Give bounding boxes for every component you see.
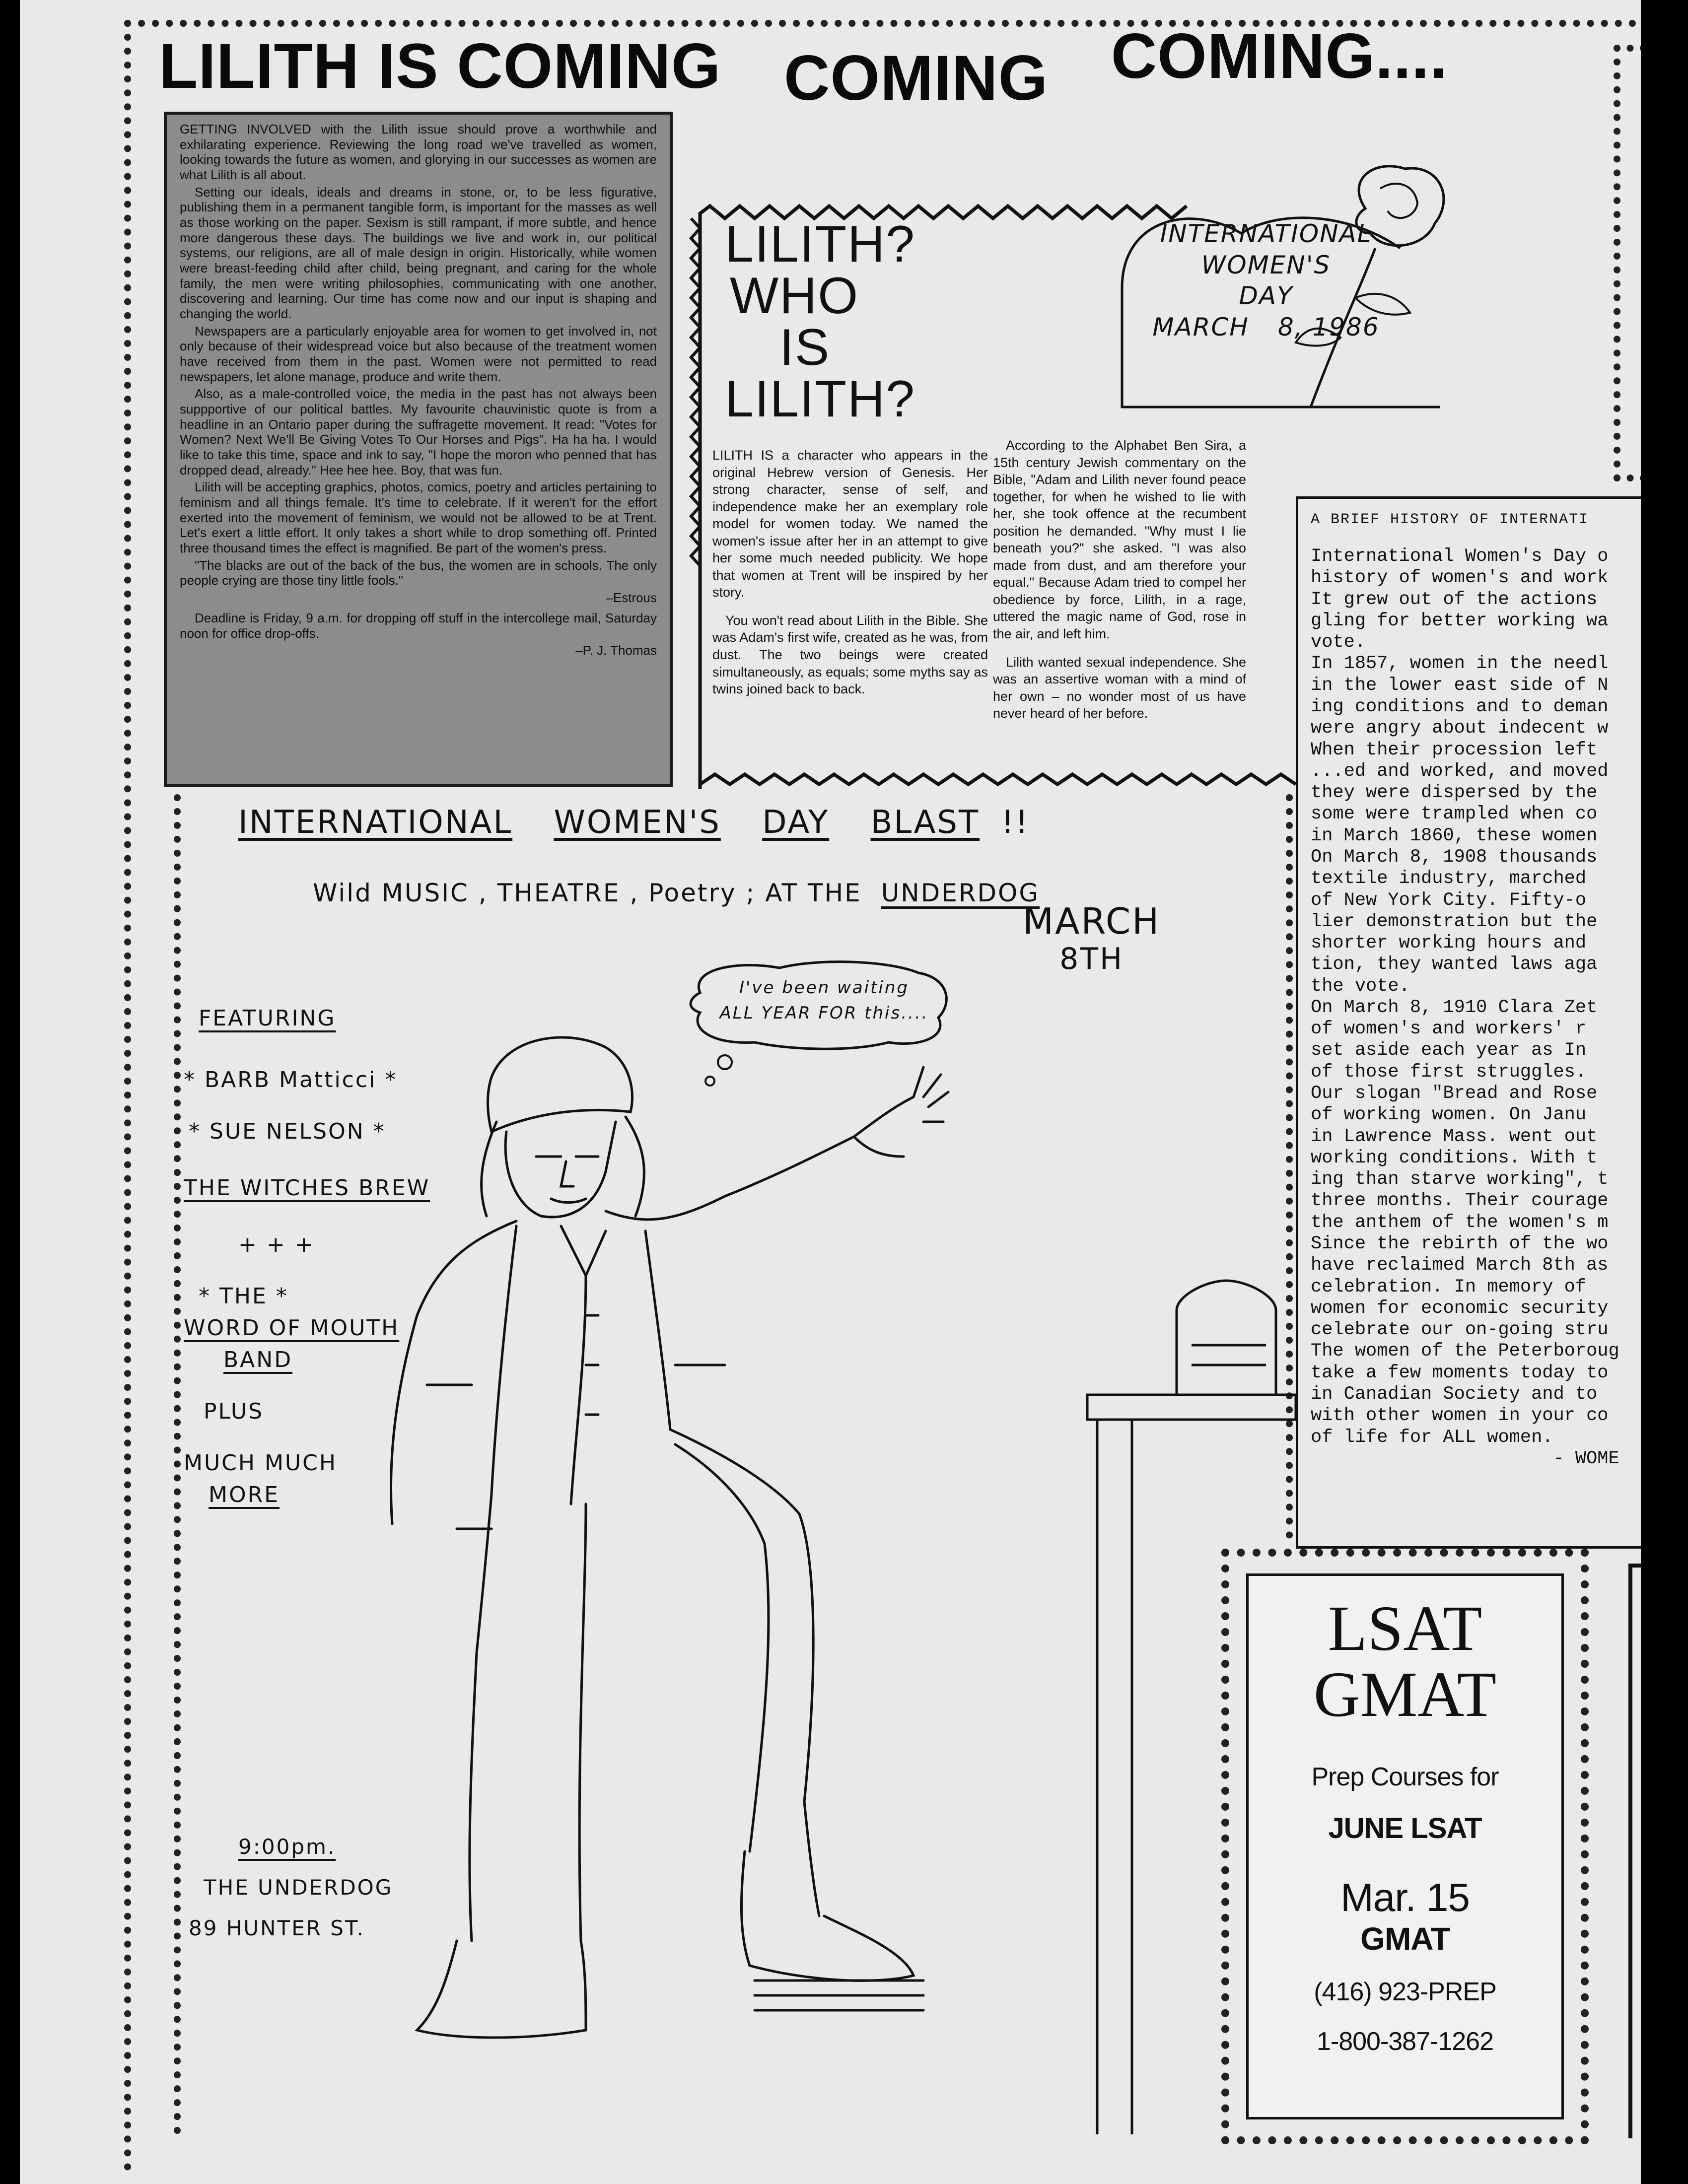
history-line: of those first struggles. — [1311, 1061, 1587, 1083]
ad-line: Mar. 15 — [1340, 1875, 1470, 1920]
history-line: Since the rebirth of the wo — [1311, 1233, 1609, 1254]
history-line: take a few moments today to — [1311, 1362, 1609, 1383]
event-venue: THE UNDERDOG — [204, 1875, 393, 1900]
history-line: ing conditions and to deman — [1311, 696, 1609, 717]
blast-title-part: WOMEN'S — [554, 804, 721, 841]
editorial-paragraph: "The blacks are out of the back of the bus, the women are in schools. The only people crying are those tiny little fools." — [180, 557, 657, 588]
column-paragraph: You won't read about Lilith in the Bible. She was Adam's first wife, created as he was, from dust. The two beings were created simultaneously, as equals; some myths say as twins joined back to back. — [712, 613, 988, 697]
iwd-card — [1112, 218, 1420, 417]
title-line: IS — [779, 319, 831, 376]
iwd-line: DAY — [1239, 281, 1293, 310]
history-line: textile industry, marched — [1311, 868, 1587, 889]
ad-line: Prep Courses for — [1311, 1763, 1499, 1792]
who-is-lilith-title — [725, 215, 943, 428]
history-line: ing than starve working", t — [1311, 1169, 1609, 1190]
history-line: three months. Their courage — [1311, 1190, 1609, 1212]
title-line: WHO — [730, 267, 859, 325]
title-line: LILITH? — [725, 370, 915, 428]
history-line: history of women's and work — [1311, 567, 1609, 589]
ad-line: (416) 923-PREP — [1314, 1978, 1496, 2007]
history-line: celebration. In memory of — [1311, 1276, 1587, 1297]
column-paragraph: LILITH IS a character who appears in the original Hebrew version of Genesis. Her strong character, sense of self, and independence make her an exemplary role model for women today. We named the women's issue after her in an attempt to give her some much needed publicity. We hope that women at Trent will be inspired by her story. — [712, 448, 988, 600]
history-line: were angry about indecent w — [1311, 718, 1609, 739]
act-item: + + + — [238, 1232, 315, 1257]
blast-title-part: INTERNATIONAL — [238, 804, 513, 841]
ad-line: LSAT — [1328, 1593, 1482, 1664]
column-paragraph: According to the Alphabet Ben Sira, a 15th century Jewish commentary on the Bible, "Adam and Lilith never found peace together, for when he wished to lie with her, she took offence at the recumbent position he demanded. "Why must I lie beneath you?" she asked. "I was also made from dust, and am therefore your equal." Because Adam tried to compel her obedience by force, Lilith, in a rage, uttered the magic name of God, rose in the air, and left him. — [993, 438, 1246, 642]
editorial-paragraph: Newspapers are a particularly enjoyable area for women to get involved in, not only because of their widespread voice but also because of the treatment women have received from them in the past. Women were not permitted to read newspapers, let alone manage, produce and write them. — [180, 323, 657, 384]
act-item: * THE * — [199, 1284, 288, 1309]
headline-part1: LILITH IS COMING — [159, 31, 721, 102]
title-line: LILITH? — [725, 215, 915, 273]
act-item: WORD OF MOUTH — [184, 1315, 400, 1341]
act-item: MUCH MUCH — [184, 1450, 337, 1476]
history-line: The women of the Peterboroug — [1311, 1341, 1619, 1362]
blast-title-part: DAY — [762, 804, 830, 841]
history-line: have reclaimed March 8th as — [1311, 1255, 1609, 1276]
quote-signature: –Estrous — [606, 590, 657, 606]
history-line: celebrate our on-going stru — [1311, 1319, 1609, 1341]
history-line: tion, they wanted laws aga — [1311, 954, 1598, 975]
history-line: set aside each year as In — [1311, 1040, 1587, 1061]
act-item: PLUS — [204, 1399, 264, 1424]
event-address: 89 HUNTER ST. — [189, 1916, 365, 1940]
history-line: they were dispersed by the — [1311, 782, 1598, 804]
ad-line: GMAT — [1313, 1658, 1497, 1730]
act-item: THE WITCHES BREW — [184, 1175, 430, 1201]
headline-part3: COMING.... — [1111, 21, 1448, 92]
history-line: the vote. — [1311, 975, 1410, 997]
newspaper-page — [20, 0, 1663, 2184]
history-heading: A BRIEF HISTORY OF INTERNATI — [1311, 511, 1589, 528]
editorial-paragraph: Lilith will be accepting graphics, photos, comics, poetry and articles pertaining to feminism and all things female. It's time to celebrate. If it weren't for the effort exerted into the movement of feminism, we would not be allowed to be at Trent. Let's exert a little effort. It only takes a short while to drop something off. Printed three thousand times the effect is magnified. Be part of the women's press. — [180, 479, 657, 556]
history-line: in Lawrence Mass. went out — [1311, 1126, 1598, 1147]
history-line: some were trampled when co — [1311, 804, 1598, 825]
history-line: Our slogan "Bread and Rose — [1311, 1083, 1598, 1104]
blast-title-part: BLAST — [870, 804, 980, 841]
act-item: * BARB Matticci * — [184, 1067, 398, 1092]
history-text — [1311, 546, 1663, 1514]
blast-title-end: !! — [1001, 804, 1030, 841]
blast-sub-text: Wild MUSIC , THEATRE , Poetry ; AT THE — [313, 879, 862, 907]
iwd-line: MARCH — [1152, 312, 1249, 341]
column-paragraph: Lilith wanted sexual independence. She was an assertive woman with a mind of her own – no wonder most of us have never heard of her before. — [993, 654, 1246, 721]
blast-date-month: MARCH — [1023, 900, 1161, 942]
blast-title — [238, 804, 1030, 841]
history-line: shorter working hours and — [1311, 933, 1587, 954]
history-line: of working women. On Janu — [1311, 1104, 1587, 1126]
iwd-line: INTERNATIONAL — [1160, 219, 1372, 248]
ad-line: JUNE LSAT — [1328, 1812, 1482, 1845]
history-line: women for economic security — [1311, 1297, 1609, 1319]
history-line: in Canadian Society and to — [1311, 1383, 1598, 1405]
history-line: working conditions. With t — [1311, 1147, 1598, 1168]
scan-edge — [1641, 0, 1688, 2184]
history-line: - WOME — [1311, 1448, 1619, 1469]
event-details — [184, 1837, 462, 1939]
iwd-line: WOMEN'S — [1201, 250, 1331, 279]
history-line: lier demonstration but the — [1311, 911, 1598, 932]
history-line: the anthem of the women's m — [1311, 1212, 1609, 1233]
history-line: On March 8, 1908 thousands — [1311, 846, 1598, 868]
lsat-ad — [1246, 1573, 1564, 2119]
history-line: vote. — [1311, 632, 1366, 653]
deadline-note: Deadline is Friday, 9 a.m. for dropping off stuff in the intercollege mail, Saturday noon for office drop-offs. — [180, 610, 657, 641]
bubble-line: ALL YEAR FOR this.... — [719, 1003, 929, 1023]
blast-date-day: 8TH — [1059, 942, 1124, 976]
bubble-line: I've been waiting — [739, 978, 909, 998]
blast-date — [1023, 900, 1161, 976]
editorial-author: –P. J. Thomas — [575, 643, 657, 658]
history-line: It grew out of the actions — [1311, 589, 1598, 610]
history-line: in the lower east side of N — [1311, 675, 1609, 696]
iwd-date-row — [1112, 312, 1420, 343]
editorial-paragraph: Setting our ideals, ideals and dreams in stone, or, to be less figurative, publishing them in a permanent tangible form, is important for the masses as well as those working on the paper. Sexism is still rampant, if more subtle, and hence more dangerous these days. The buildings we live and work in, our political systems, our religions, are all of male design in origin. Historically, while women were breast-feeding child after child, being pregnant, and caring for the whole family, the men were writing philosophies, communicating with one another, discovering and learning. Our time has come now and our input is shaping and changing the world. — [180, 184, 657, 322]
blast-subtitle — [313, 879, 1040, 907]
lilith-column-2 — [993, 437, 1246, 733]
act-item: MORE — [209, 1482, 280, 1507]
act-item: * SUE NELSON * — [189, 1119, 386, 1144]
ad-line: 1-800-387-1262 — [1316, 2027, 1494, 2056]
event-time: 9:00pm. — [238, 1835, 336, 1859]
history-line: of life for ALL women. — [1311, 1427, 1553, 1448]
history-line: In 1857, women in the needl — [1311, 653, 1609, 675]
history-line: gling for better working wa — [1311, 610, 1609, 631]
lilith-column-1 — [712, 447, 988, 709]
history-line: On March 8, 1910 Clara Zet — [1311, 997, 1598, 1018]
act-item: BAND — [223, 1347, 293, 1372]
editorial-paragraph: Also, as a male-controlled voice, the media in the past has not always been suppportive of our political battles. My favourite chauvinistic quote is from a headline in an Ontario paper during the suffragette movement. It read: "Votes for Women? Next We'll Be Giving Votes To Our Horses and Pigs". Ha ha ha. I would like to take this time, space and ink to say, "I hope the moron who penned that has dropped dead, already." Hee hee hee. Boy, that was fun. — [180, 386, 657, 478]
history-line: with other women in your co — [1311, 1405, 1609, 1427]
history-line: International Women's Day o — [1311, 546, 1609, 567]
history-line: of New York City. Fifty-o — [1311, 889, 1587, 911]
history-line: of women's and workers' r — [1311, 1019, 1587, 1040]
headline-part2: COMING — [783, 43, 1049, 114]
headline — [159, 21, 1499, 114]
editorial-paragraph: GETTING INVOLVED with the Lilith issue should prove a worthwhile and exhilarating experience. Reviewing the long road we've travelled as women, looking towards the future as women, and glorying in our successes as women are what Lilith is all about. — [180, 122, 657, 183]
ad-line: GMAT — [1360, 1921, 1450, 1957]
history-line: in March 1860, these women — [1311, 825, 1598, 846]
featuring-heading: FEATURING — [199, 1006, 336, 1031]
blast-venue-inline: UNDERDOG — [881, 879, 1040, 907]
history-line: ...ed and worked, and moved — [1311, 760, 1609, 782]
iwd-line: 8, 1986 — [1277, 312, 1380, 341]
editorial-box — [164, 112, 673, 787]
history-line: When their procession left — [1311, 739, 1598, 760]
